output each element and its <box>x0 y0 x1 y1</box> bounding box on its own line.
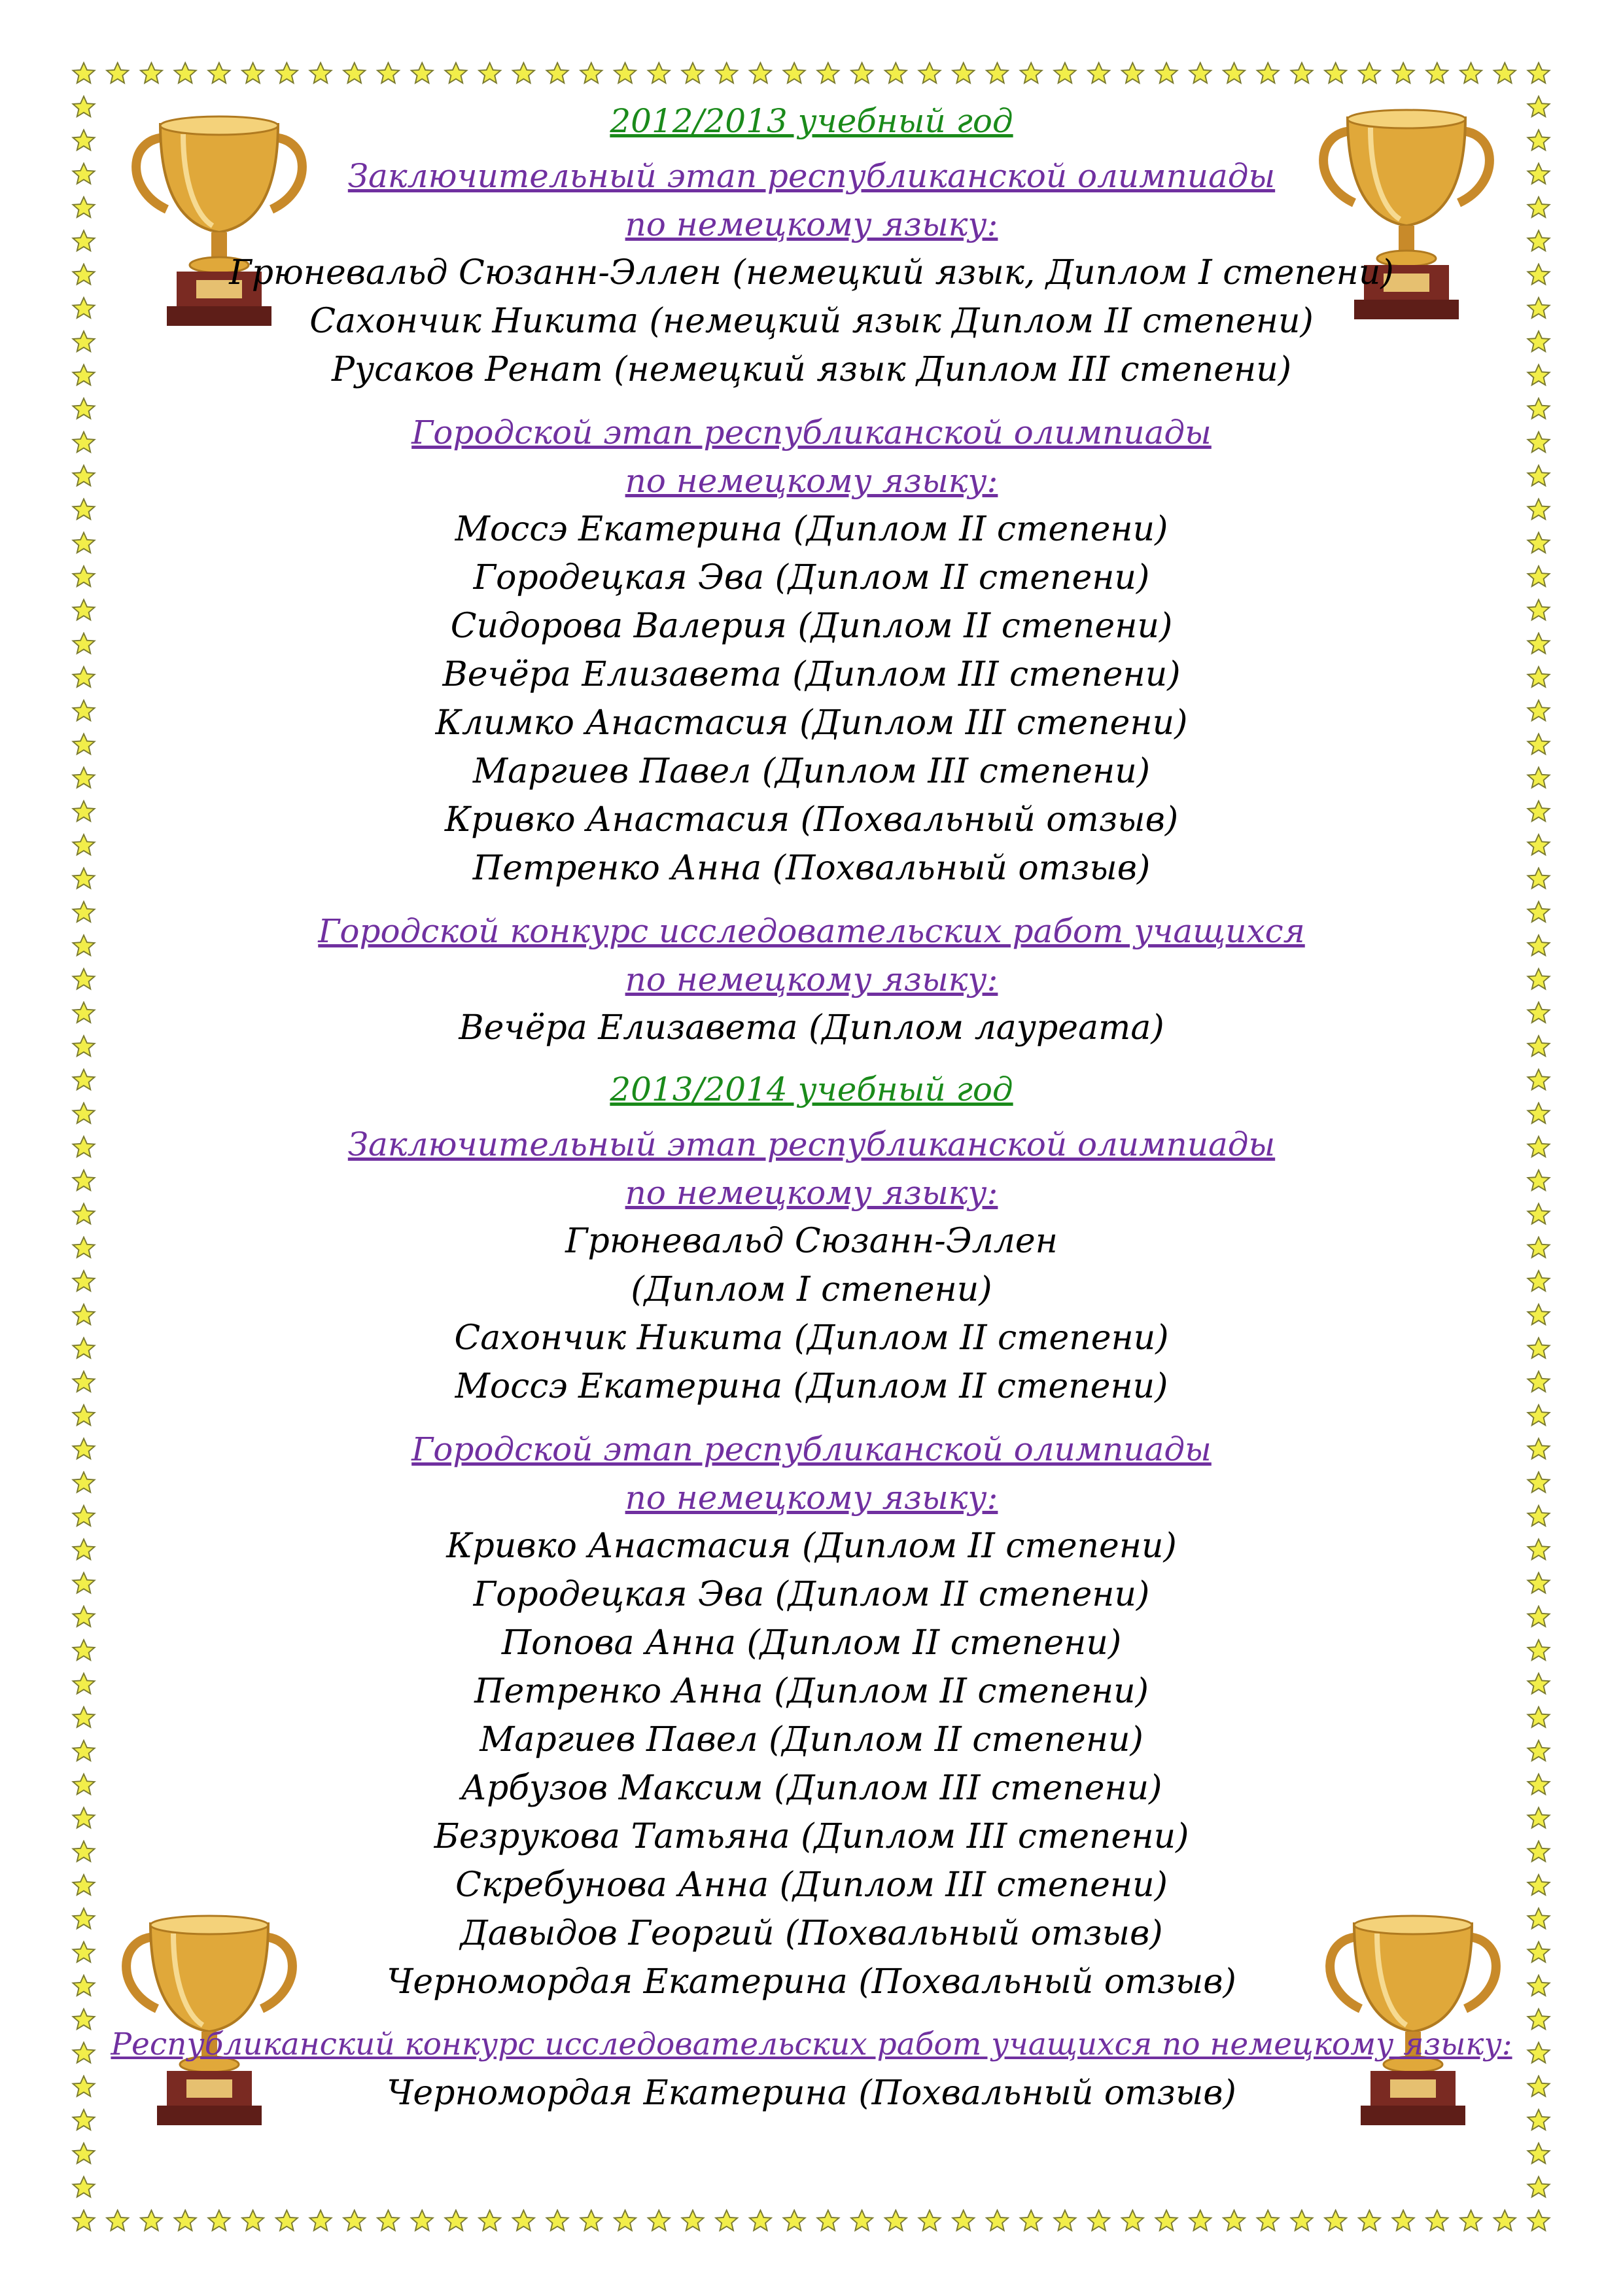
award-entry: Моссэ Екатерина (Диплом II степени) <box>455 510 1168 549</box>
star-icon <box>73 1573 94 1593</box>
star-icon <box>1054 2210 1075 2231</box>
star-icon <box>1527 2076 1549 2096</box>
star-icon <box>411 2210 433 2231</box>
star-icon <box>1527 1137 1549 1157</box>
star-icon <box>73 2076 94 2096</box>
award-entry: Вечёра Елизавета (Диплом лауреата) <box>459 1008 1164 1048</box>
award-entry: Петренко Анна (Диплом II степени) <box>474 1672 1149 1711</box>
star-icon <box>73 868 94 889</box>
star-icon <box>1088 63 1109 83</box>
star-icon <box>1527 1875 1549 1895</box>
star-icon <box>817 2210 839 2231</box>
star-icon <box>682 2210 703 2231</box>
star-icon <box>1156 63 1178 83</box>
star-icon <box>648 63 670 83</box>
star-icon <box>1527 1203 1549 1224</box>
star-icon <box>682 63 703 83</box>
star-icon <box>141 2210 162 2231</box>
star-icon <box>1527 2110 1549 2130</box>
star-icon <box>1527 968 1549 989</box>
star-icon <box>276 2210 298 2231</box>
star-icon <box>580 2210 602 2231</box>
star-icon <box>73 599 94 620</box>
star-icon <box>648 2210 670 2231</box>
award-entry: Черномордая Екатерина (Похвальный отзыв) <box>387 1962 1236 2002</box>
star-icon <box>73 1472 94 1492</box>
star-icon <box>175 2210 196 2231</box>
award-entry: Давыдов Георгий (Похвальный отзыв) <box>460 1914 1163 1953</box>
star-icon <box>1291 63 1312 83</box>
star-icon <box>750 63 771 83</box>
star-icon <box>73 1203 94 1224</box>
star-icon <box>73 1405 94 1425</box>
star-icon <box>986 2210 1008 2231</box>
award-entry: Русаков Ренат (немецкий язык Диплом III степени) <box>331 350 1292 389</box>
star-icon <box>1021 2210 1042 2231</box>
star-icon <box>242 2210 264 2231</box>
star-icon <box>73 1539 94 1559</box>
star-icon <box>1527 130 1549 150</box>
star-icon <box>1527 1707 1549 1727</box>
star-icon <box>73 230 94 251</box>
star-icon <box>1527 902 1549 922</box>
star-icon <box>73 902 94 922</box>
award-entry: Моссэ Екатерина (Диплом II степени) <box>455 1367 1168 1406</box>
star-icon <box>1527 1103 1549 1123</box>
award-entry: Городецкая Эва (Диплом II степени) <box>473 558 1150 597</box>
star-icon <box>310 63 332 83</box>
star-icon <box>175 63 196 83</box>
star-icon <box>1527 1237 1549 1258</box>
star-icon <box>377 2210 399 2231</box>
star-icon <box>1527 868 1549 889</box>
awards-document <box>98 98 1525 2132</box>
star-icon <box>885 63 907 83</box>
star-icon <box>1527 1271 1549 1291</box>
star-icon <box>1527 734 1549 754</box>
star-icon <box>1527 1036 1549 1056</box>
star-icon <box>1527 1774 1549 1794</box>
section-heading: по немецкому языку: <box>625 205 998 243</box>
award-entry: Грюневальд Сюзанн-Эллен (немецкий язык, Диплом I степени) <box>229 253 1394 292</box>
star-icon <box>1527 1539 1549 1559</box>
star-icon <box>208 2210 230 2231</box>
star-icon <box>1426 63 1448 83</box>
star-icon <box>1527 2143 1549 2163</box>
star-icon <box>73 2110 94 2130</box>
star-icon <box>1527 1808 1549 1828</box>
star-icon <box>1527 499 1549 520</box>
award-entry: Вечёра Елизавета (Диплом III степени) <box>442 655 1181 694</box>
star-icon <box>1527 633 1549 654</box>
star-icon <box>73 1875 94 1895</box>
award-section <box>98 152 1525 394</box>
star-icon <box>377 63 399 83</box>
star-icon <box>1527 1975 1549 1996</box>
star-icon <box>547 2210 568 2231</box>
star-icon <box>1527 432 1549 452</box>
star-icon <box>73 533 94 553</box>
award-entry: Кривко Анастасия (Похвальный отзыв) <box>444 800 1179 839</box>
star-icon <box>1393 2210 1414 2231</box>
star-icon <box>986 63 1008 83</box>
star-icon <box>750 2210 771 2231</box>
section-heading: Городской этап республиканской олимпиады <box>411 414 1212 451</box>
star-icon <box>310 2210 332 2231</box>
star-icon <box>1527 1304 1549 1324</box>
star-icon <box>73 1908 94 1928</box>
award-entry: Безрукова Татьяна (Диплом III степени) <box>434 1817 1189 1856</box>
star-icon <box>1527 2042 1549 2062</box>
star-icon <box>1527 1673 1549 1693</box>
award-entry: Сахончик Никита (немецкий язык Диплом II степени) <box>309 302 1314 341</box>
award-entry: Маргиев Павел (Диплом III степени) <box>472 752 1151 791</box>
star-icon <box>73 1640 94 1660</box>
star-icon <box>784 63 805 83</box>
star-icon <box>1527 2009 1549 2029</box>
star-icon <box>851 63 873 83</box>
award-entry: Сахончик Никита (Диплом II степени) <box>454 1318 1169 1358</box>
star-icon <box>1359 63 1380 83</box>
star-icon <box>1527 230 1549 251</box>
star-icon <box>1088 2210 1109 2231</box>
star-icon <box>73 1942 94 1962</box>
star-icon <box>817 63 839 83</box>
section-heading: Городской этап республиканской олимпиады <box>411 1430 1212 1468</box>
star-icon <box>1527 1438 1549 1458</box>
star-icon <box>580 63 602 83</box>
star-icon <box>1325 63 1346 83</box>
star-icon <box>141 63 162 83</box>
star-icon <box>73 1103 94 1123</box>
star-icon <box>73 164 94 184</box>
star-icon <box>73 1975 94 1996</box>
star-icon <box>1527 533 1549 553</box>
star-icon <box>73 398 94 419</box>
star-icon <box>547 63 568 83</box>
award-entry: Черномордая Екатерина (Похвальный отзыв) <box>387 2074 1236 2113</box>
star-icon <box>73 1170 94 1190</box>
star-icon <box>1021 63 1042 83</box>
star-icon <box>1527 2177 1549 2197</box>
star-icon <box>73 1304 94 1324</box>
star-icon <box>1527 164 1549 184</box>
star-icon <box>952 63 974 83</box>
star-icon <box>1156 2210 1178 2231</box>
star-icon <box>1223 2210 1245 2231</box>
star-icon <box>73 1506 94 1526</box>
star-icon <box>1527 465 1549 486</box>
star-icon <box>1527 197 1549 217</box>
star-icon <box>1223 63 1245 83</box>
star-icon <box>1527 1908 1549 1928</box>
star-icon <box>73 667 94 687</box>
star-icon <box>73 1036 94 1056</box>
star-icon <box>851 2210 873 2231</box>
star-icon <box>1325 2210 1346 2231</box>
star-icon <box>73 566 94 586</box>
section-heading: по немецкому языку: <box>625 961 998 998</box>
star-icon <box>1527 700 1549 720</box>
award-entry: Петренко Анна (Похвальный отзыв) <box>472 849 1151 888</box>
star-icon <box>73 1673 94 1693</box>
star-icon <box>73 1237 94 1258</box>
star-icon <box>208 63 230 83</box>
star-icon <box>73 1841 94 1862</box>
star-icon <box>73 499 94 520</box>
star-icon <box>73 1002 94 1023</box>
star-icon <box>614 2210 636 2231</box>
star-icon <box>1527 1002 1549 1023</box>
star-icon <box>445 2210 466 2231</box>
star-icon <box>1527 364 1549 385</box>
star-icon <box>73 2042 94 2062</box>
star-icon <box>107 63 128 83</box>
star-icon <box>73 331 94 351</box>
star-icon <box>1359 2210 1380 2231</box>
star-icon <box>73 2009 94 2029</box>
star-icon <box>73 734 94 754</box>
star-icon <box>1527 801 1549 821</box>
section-heading: Заключительный этап республиканской олимпиады <box>347 1125 1276 1163</box>
star-icon <box>1527 935 1549 955</box>
star-icon <box>73 1438 94 1458</box>
star-icon <box>276 63 298 83</box>
star-icon <box>445 63 466 83</box>
star-icon <box>1527 264 1549 285</box>
award-entry: Арбузов Максим (Диплом III степени) <box>461 1769 1162 1808</box>
star-icon <box>73 1606 94 1627</box>
star-icon <box>73 935 94 955</box>
star-icon <box>73 1069 94 1089</box>
award-entry: Попова Анна (Диплом II степени) <box>501 1623 1122 1663</box>
star-icon <box>411 63 433 83</box>
star-icon <box>73 1808 94 1828</box>
star-icon <box>1527 1506 1549 1526</box>
star-icon <box>1527 1371 1549 1392</box>
star-icon <box>1527 1740 1549 1761</box>
star-icon <box>73 2210 94 2231</box>
star-icon <box>1122 63 1143 83</box>
star-icon <box>479 63 500 83</box>
award-entry: Городецкая Эва (Диплом II степени) <box>473 1575 1150 1614</box>
award-section <box>98 2021 1525 2117</box>
star-icon <box>73 1740 94 1761</box>
star-icon <box>73 700 94 720</box>
star-icon <box>1527 599 1549 620</box>
star-icon <box>513 2210 534 2231</box>
star-icon <box>1393 63 1414 83</box>
star-icon <box>73 63 94 83</box>
star-icon <box>1122 2210 1143 2231</box>
star-icon <box>1527 1170 1549 1190</box>
star-icon <box>1527 566 1549 586</box>
star-icon <box>73 1271 94 1291</box>
award-entry: Сидорова Валерия (Диплом II степени) <box>450 607 1173 646</box>
star-icon <box>1426 2210 1448 2231</box>
section-heading: по немецкому языку: <box>625 1479 998 1517</box>
star-icon <box>1527 298 1549 318</box>
star-icon <box>73 834 94 855</box>
award-section <box>98 1120 1525 1411</box>
star-icon <box>73 465 94 486</box>
star-icon <box>73 298 94 318</box>
star-icon <box>1527 1640 1549 1660</box>
star-icon <box>952 2210 974 2231</box>
star-icon <box>784 2210 805 2231</box>
star-icon <box>1527 1338 1549 1358</box>
star-icon <box>1494 63 1516 83</box>
section-heading: Заключительный этап республиканской олимпиады <box>347 157 1276 195</box>
award-entry: Грюневальд Сюзанн-Эллен <box>565 1222 1058 1261</box>
star-icon <box>73 2177 94 2197</box>
section-heading: по немецкому языку: <box>625 1174 998 1212</box>
star-icon <box>73 264 94 285</box>
star-icon <box>1527 1405 1549 1425</box>
star-icon <box>716 2210 737 2231</box>
star-icon <box>107 2210 128 2231</box>
star-icon <box>479 2210 500 2231</box>
star-icon <box>1527 331 1549 351</box>
star-icon <box>1257 63 1279 83</box>
star-icon <box>1494 2210 1516 2231</box>
year-title: 2012/2013 учебный год <box>610 102 1013 140</box>
award-entry: (Диплом I степени) <box>631 1270 992 1309</box>
star-icon <box>1527 768 1549 788</box>
star-icon <box>73 130 94 150</box>
star-icon <box>1257 2210 1279 2231</box>
star-icon <box>1527 1841 1549 1862</box>
star-icon <box>73 1371 94 1392</box>
award-section <box>98 1425 1525 2006</box>
award-entry: Климко Анастасия (Диплом III степени) <box>435 703 1188 743</box>
award-section <box>98 408 1525 892</box>
star-icon <box>1527 1472 1549 1492</box>
award-section <box>98 907 1525 1052</box>
star-icon <box>73 1707 94 1727</box>
star-icon <box>1527 1573 1549 1593</box>
star-icon <box>73 1338 94 1358</box>
star-icon <box>73 968 94 989</box>
star-icon <box>1527 63 1549 83</box>
star-icon <box>1527 667 1549 687</box>
star-icon <box>1527 2210 1549 2231</box>
star-icon <box>716 63 737 83</box>
star-icon <box>1527 1942 1549 1962</box>
star-icon <box>1189 63 1211 83</box>
star-icon <box>242 63 264 83</box>
star-icon <box>1527 1606 1549 1627</box>
section-heading: Городской конкурс исследовательских работ учащихся <box>318 912 1305 950</box>
star-icon <box>73 197 94 217</box>
star-icon <box>918 2210 940 2231</box>
star-icon <box>73 364 94 385</box>
star-icon <box>1054 63 1075 83</box>
award-entry: Скребунова Анна (Диплом III степени) <box>455 1865 1168 1905</box>
star-icon <box>73 432 94 452</box>
star-icon <box>918 63 940 83</box>
award-entry: Кривко Анастасия (Диплом II степени) <box>446 1527 1177 1566</box>
star-icon <box>73 801 94 821</box>
star-icon <box>1527 834 1549 855</box>
star-icon <box>885 2210 907 2231</box>
star-icon <box>1527 398 1549 419</box>
section-heading: по немецкому языку: <box>625 462 998 500</box>
star-icon <box>343 63 365 83</box>
star-icon <box>73 96 94 116</box>
star-icon <box>614 63 636 83</box>
star-icon <box>513 63 534 83</box>
star-icon <box>73 1774 94 1794</box>
star-icon <box>1527 1069 1549 1089</box>
star-icon <box>1189 2210 1211 2231</box>
section-heading: Республиканский конкурс исследовательских работ учащихся по немецкому языку: <box>111 2026 1512 2062</box>
star-icon <box>73 1137 94 1157</box>
star-icon <box>73 768 94 788</box>
star-icon <box>343 2210 365 2231</box>
year-title: 2013/2014 учебный год <box>610 1070 1013 1108</box>
award-entry: Маргиев Павел (Диплом II степени) <box>480 1720 1143 1759</box>
star-icon <box>73 633 94 654</box>
star-icon <box>1527 96 1549 116</box>
star-icon <box>73 2143 94 2163</box>
star-icon <box>1460 63 1482 83</box>
star-icon <box>1460 2210 1482 2231</box>
star-icon <box>1291 2210 1312 2231</box>
